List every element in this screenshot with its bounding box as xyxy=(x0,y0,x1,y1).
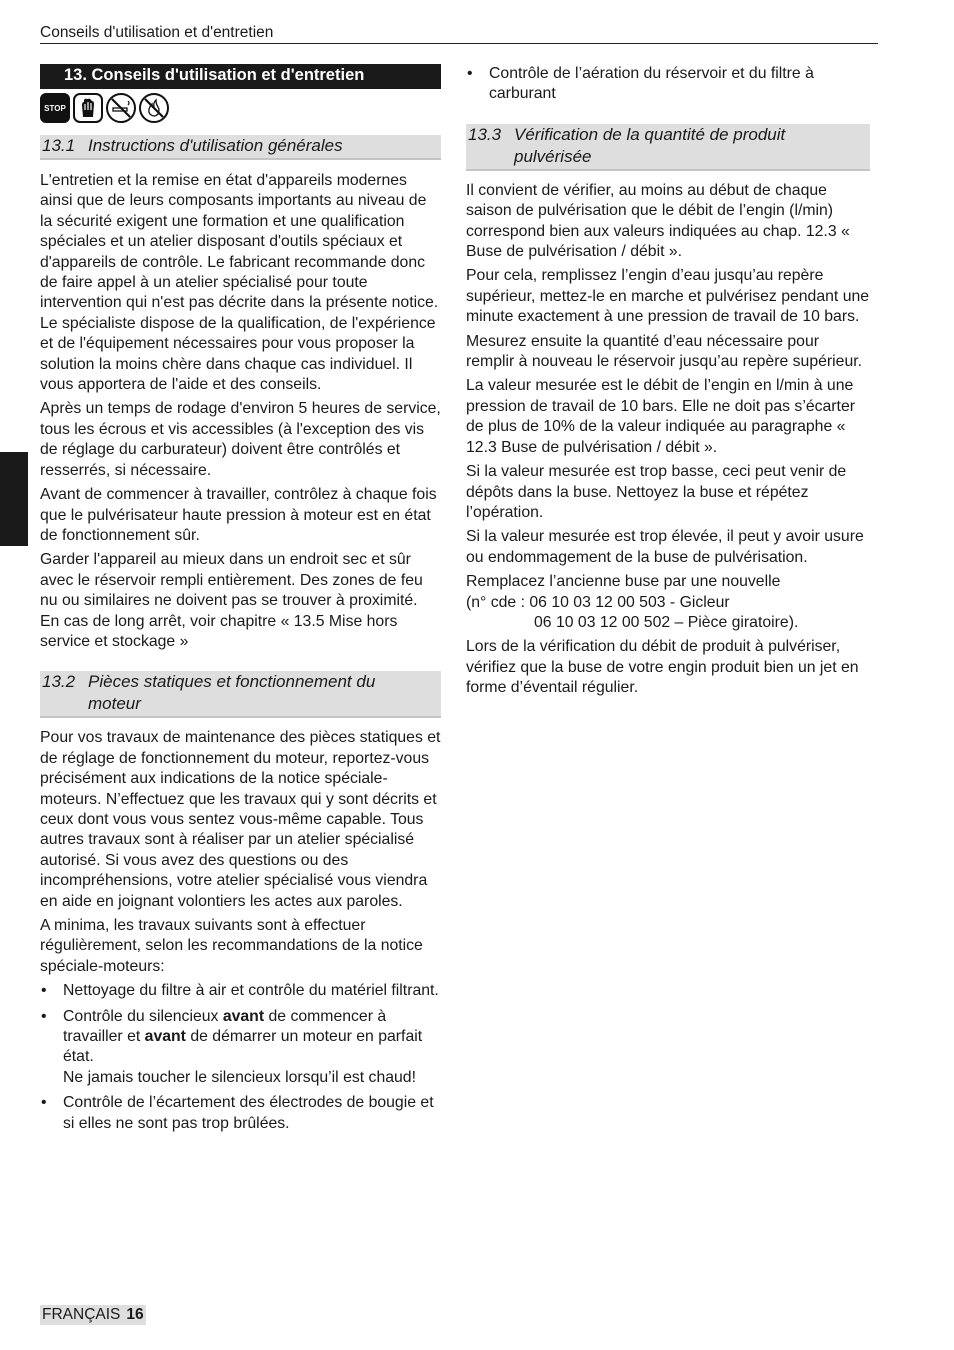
list-item: • Nettoyage du filtre à air et contrôle du matériel filtrant. xyxy=(40,981,441,1001)
hand-protection-icon xyxy=(73,93,103,123)
paragraph: A minima, les travaux suivants sont à effectuer régulièrement, selon les recommandations de la notice spéciale-moteurs: xyxy=(40,917,423,975)
page-footer xyxy=(40,1305,146,1325)
paragraph: Après un temps de rodage d'environ 5 heures de service, tous les écrous et vis accessibles (à l'exception des vis de réglage du carburateur) doivent être contrôlés et resserrés, si nécessaire. xyxy=(40,400,441,479)
paragraph: Pour vos travaux de maintenance des pièces statiques et de réglage de fonctionnement du moteur, reportez-vous précisément aux indications de la notice spéciale-moteurs. N’effectuez que les travaux qui y sont décrits et ceux dont vous vous sentez vous-même capable. Tous autres travaux sont à réaliser par un atelier spécialisé autorisé. Si vous avez des questions ou des incompréhensions, votre atelier spécialisé vous viendra en aide en joignant volontiers les actes aux paroles. xyxy=(40,729,441,910)
subsection-13-2-heading xyxy=(40,671,441,718)
list-item xyxy=(40,1007,441,1089)
paragraph: La valeur mesurée est le débit de l’engin en l/min à une pression de travail de 10 bars. Elle ne doit pas s’écarter de plus de 10% de la valeur indiquée au paragraphe « 12.3 Buse de pulvérisation / débit ». xyxy=(466,377,855,456)
left-column xyxy=(40,64,441,1139)
paragraph: Si la valeur mesurée est trop élevée, il peut y avoir usure ou endommagement de la buse de pulvérisation. xyxy=(466,528,864,566)
page-number: 16 xyxy=(126,1306,144,1323)
safety-pictograms xyxy=(40,93,441,125)
stop-icon-label: STOP xyxy=(44,103,66,113)
order-number-line: 06 10 03 12 00 502 – Pièce giratoire). xyxy=(534,613,799,631)
section-title: 13. Conseils d'utilisation et d'entretien xyxy=(40,64,441,89)
subsection-number: 13.3 xyxy=(468,124,502,144)
no-smoking-icon xyxy=(106,93,136,123)
subsection-number: 13.1 xyxy=(42,136,76,155)
right-column xyxy=(466,64,870,703)
paragraph: Lors de la vérification du débit de produit à pulvériser, vérifiez que la buse de votre engin produit bien un jet en forme d’éventail régulier. xyxy=(466,638,859,697)
subsection-title-line2: pulvérisée xyxy=(514,146,592,166)
emphasis: avant xyxy=(222,1007,265,1025)
list-item-text: Contrôle du silencieux xyxy=(63,1007,223,1025)
running-header: Conseils d'utilisation et d'entretien xyxy=(40,23,878,44)
list-item-text: de commencer à travailler et xyxy=(63,1007,387,1046)
list-item-text: de démarrer un moteur en parfait état. xyxy=(63,1028,423,1066)
warning-text: Ne jamais toucher le silencieux lorsqu’il est chaud! xyxy=(63,1068,416,1086)
paragraph: Mesurez ensuite la quantité d’eau nécessaire pour remplir à nouveau le réservoir jusqu’au repère supérieur. xyxy=(466,332,863,371)
paragraph-line: Remplacez l’ancienne buse par une nouvelle xyxy=(466,573,781,591)
list-item: • Contrôle de l’écartement des électrodes de bougie et si elles ne sont pas trop brûlées. xyxy=(40,1093,441,1134)
subsection-title-line1: Vérification de la quantité de produit xyxy=(514,124,786,144)
order-number-line: (n° cde : 06 10 03 12 00 503 - Gicleur xyxy=(466,593,730,611)
language-side-tab xyxy=(0,452,28,546)
paragraph: Avant de commencer à travailler, contrôlez à chaque fois que le pulvérisateur haute pression à moteur est en état de fonctionnement sûr. xyxy=(40,486,437,544)
maintenance-list xyxy=(40,981,441,1134)
replacement-paragraph xyxy=(466,572,870,633)
subsection-title-line2: moteur xyxy=(88,694,141,714)
subsection-13-1-heading xyxy=(40,135,441,160)
paragraph: Si la valeur mesurée est trop basse, ceci peut venir de dépôts dans la buse. Nettoyez la buse et répétez l’opération. xyxy=(466,463,847,521)
subsection-title: Instructions d'utilisation générales xyxy=(88,136,343,155)
stop-icon xyxy=(40,93,70,123)
subsection-13-3-heading xyxy=(466,124,870,171)
paragraph: Garder l'appareil au mieux dans un endroit sec et sûr avec le réservoir rempli entièrement. Des zones de feu nu ou similaires ne doivent pas se trouver à proximité. En cas de long arrêt, voir chapitre « 13.5 Mise hors service et stockage » xyxy=(40,551,423,650)
list-item: • Contrôle de l’aération du réservoir et du filtre à carburant xyxy=(466,64,870,105)
subsection-title-line1: Pièces statiques et fonctionnement du xyxy=(88,672,376,692)
footer-language: FRANÇAIS xyxy=(42,1306,121,1323)
emphasis: avant xyxy=(144,1028,186,1046)
paragraph: L'entretien et la remise en état d'appareils modernes ainsi que de leurs composants importants au niveau de la sécurité exigent une formation et une qualification spéciales et un atelier disposant d'outils spéciaux et d'appareils de contrôle. Le fabricant recommande donc de faire appel à un atelier spécialisé pour toute intervention qui n'est pas décrite dans la présente notice. Le spécialiste dispose de la qualification, de l'expérience et de l'équipement nécessaires pour vous proposer la solution la moins chère dans chaque cas individuel. Il vous apportera de l'aide et des conseils. xyxy=(40,172,439,394)
no-fire-icon xyxy=(139,93,169,123)
paragraph: Il convient de vérifier, au moins au début de chaque saison de pulvérisation que le débit de l’engin (l/min) correspond bien aux valeurs indiquées au chap. 12.3 « Buse de pulvérisation / débit ». xyxy=(466,181,850,261)
maintenance-list-continued xyxy=(466,64,870,105)
paragraph: Pour cela, remplissez l’engin d’eau jusqu’au repère supérieur, mettez-le en marche et pulvérisez pendant une minute exactement à une pression de travail de 10 bars. xyxy=(466,267,870,326)
subsection-number: 13.2 xyxy=(42,672,76,692)
